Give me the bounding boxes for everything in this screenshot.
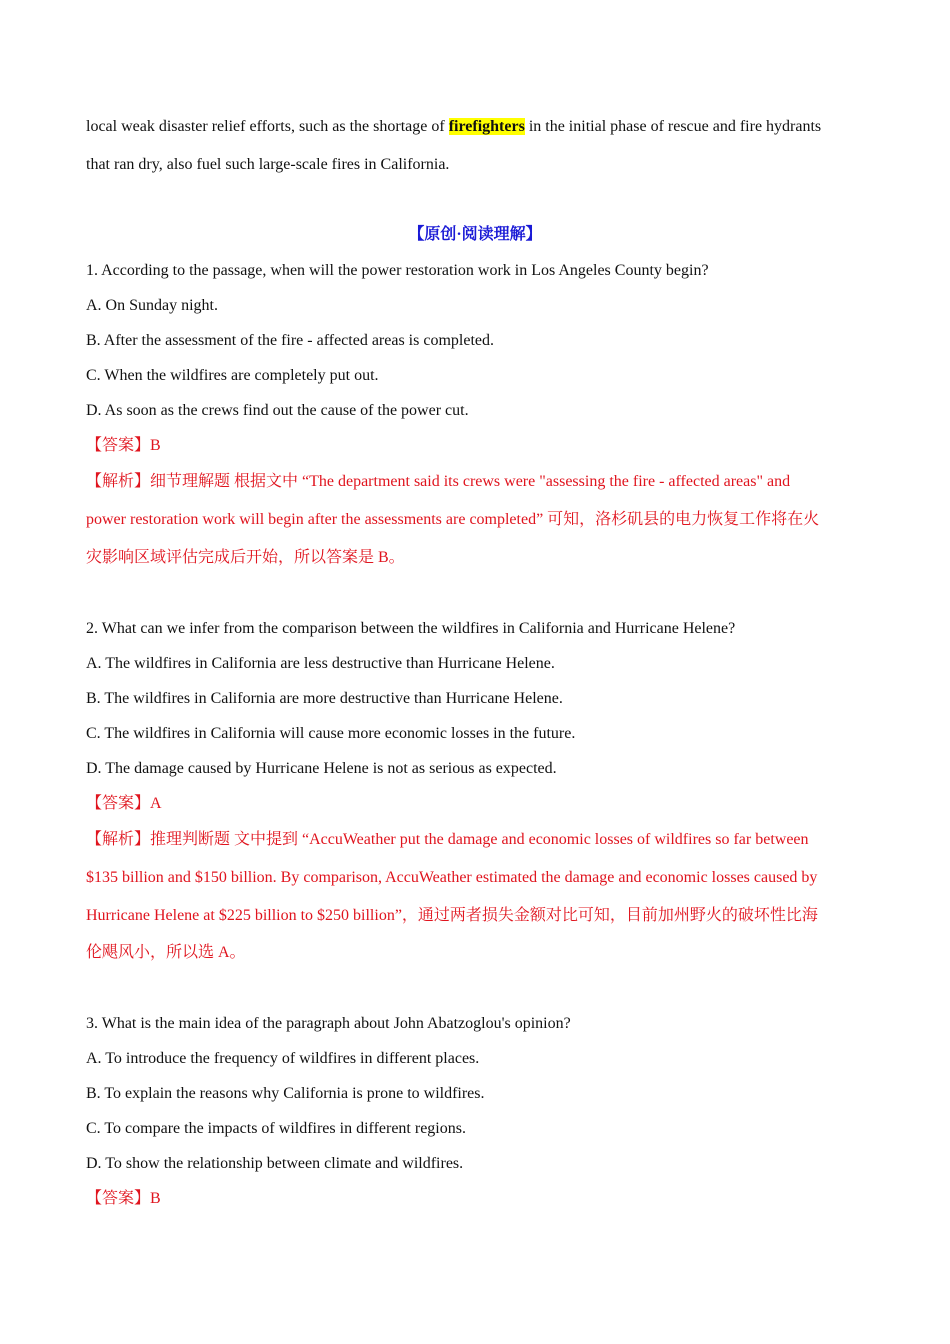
intro-line-2: that ran dry, also fuel such large-scale fires in California.	[86, 156, 450, 173]
q3-option-d: D. To show the relationship between climate and wildfires.	[86, 1155, 464, 1172]
q2-option-c: C. The wildfires in California will cause more economic losses in the future.	[86, 725, 576, 742]
q2-analysis-line: Hurricane Helene at $225 billion to $250 billion”，通过两者损失金额对比可知，目前加州野火的破坏性比海	[86, 907, 818, 924]
q2-option-b: B. The wildfires in California are more destructive than Hurricane Helene.	[86, 690, 563, 707]
q1-option-d: D. As soon as the crews find out the cause of the power cut.	[86, 402, 469, 419]
q2-analysis-line: 【解析】推理判断题 文中提到 “AccuWeather put the damage and economic losses of wildfires so far between	[86, 831, 809, 848]
q1-answer: 【答案】B	[86, 437, 161, 454]
q3-option-b: B. To explain the reasons why California is prone to wildfires.	[86, 1085, 485, 1102]
intro-text: local weak disaster relief efforts, such as the shortage of	[86, 118, 449, 135]
q3-option-a: A. To introduce the frequency of wildfires in different places.	[86, 1050, 480, 1067]
section-title: 【原创·阅读理解】	[408, 226, 542, 243]
intro-line-1	[86, 117, 821, 137]
q2-analysis-line: 伦飓风小，所以选 A。	[86, 944, 246, 961]
q1-analysis-line: power restoration work will begin after the assessments are completed” 可知，洛杉矶县的电力恢复工作将在火	[86, 511, 820, 528]
highlighted-word: firefighters	[448, 118, 525, 135]
q1-option-a: A. On Sunday night.	[86, 297, 218, 314]
q1-option-c: C. When the wildfires are completely put out.	[86, 367, 379, 384]
q1-option-b: B. After the assessment of the fire - affected areas is completed.	[86, 332, 494, 349]
q1-analysis-line: 灾影响区域评估完成后开始，所以答案是 B。	[86, 549, 405, 566]
q2-answer: 【答案】A	[86, 795, 162, 812]
question-3: 3. What is the main idea of the paragraph about John Abatzoglou's opinion?	[86, 1015, 571, 1032]
intro-text: in the initial phase of rescue and fire hydrants	[524, 118, 822, 135]
q2-analysis-line: $135 billion and $150 billion. By comparison, AccuWeather estimated the damage and economic losses caused by	[86, 869, 818, 886]
q2-option-d: D. The damage caused by Hurricane Helene is not as serious as expected.	[86, 760, 557, 777]
q2-option-a: A. The wildfires in California are less destructive than Hurricane Helene.	[86, 655, 555, 672]
question-1: 1. According to the passage, when will the power restoration work in Los Angeles County begin?	[86, 262, 709, 279]
q3-option-c: C. To compare the impacts of wildfires in different regions.	[86, 1120, 466, 1137]
q3-answer: 【答案】B	[86, 1190, 161, 1207]
question-2: 2. What can we infer from the comparison between the wildfires in California and Hurricane Helene?	[86, 620, 736, 637]
q1-analysis-line: 【解析】细节理解题 根据文中 “The department said its crews were "assessing the fire - affected areas" and	[86, 473, 791, 490]
